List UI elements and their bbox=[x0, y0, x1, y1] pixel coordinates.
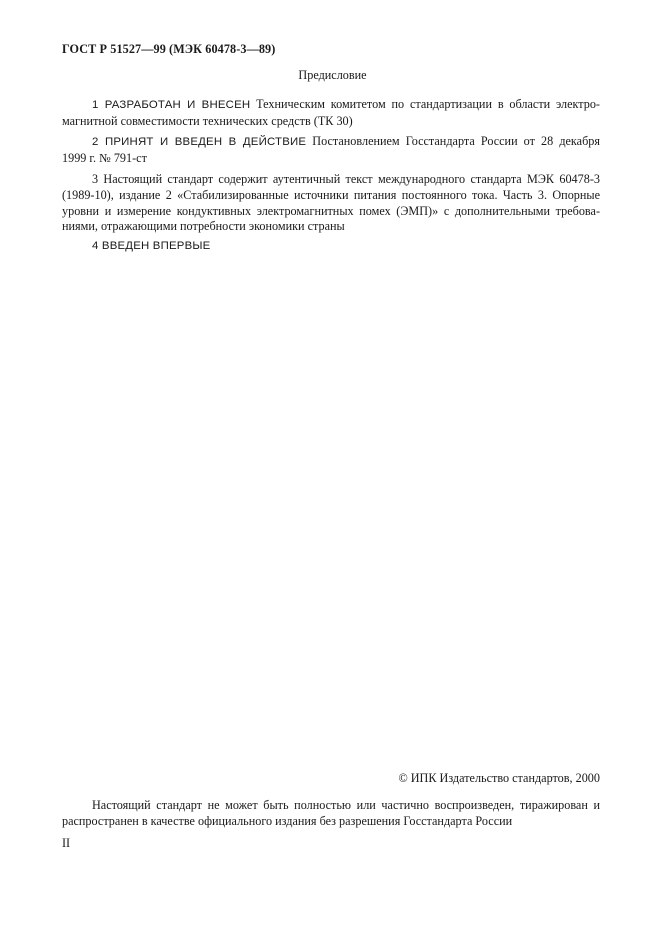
section-title: Предисловие bbox=[298, 68, 367, 82]
paragraph-lead: 3 bbox=[92, 172, 99, 186]
notice-line: Настоящий стандарт не может быть полностью или частично воспроизведен, тиражирован и bbox=[92, 798, 600, 812]
paragraph-line bbox=[62, 134, 600, 151]
paragraph-line: 1999 г. № 791-ст bbox=[62, 150, 147, 165]
paragraph-line: ниями, отражающими потребности экономики страны bbox=[62, 219, 345, 234]
page-number: II bbox=[62, 836, 71, 850]
paragraph-line: уровни и измерение кондуктивных электромагнитных помех (ЭМП)» с дополнительными требова- bbox=[62, 203, 600, 218]
paragraph-lead: 1 РАЗРАБОТАН И ВНЕСЕН bbox=[92, 99, 251, 111]
paragraph-line: магнитной совместимости технических средств (ТК 30) bbox=[62, 113, 353, 128]
paragraph-text: Постановлением Госстандарта России от 28 декабря bbox=[306, 134, 600, 148]
paragraph-4 bbox=[62, 238, 600, 255]
notice-line: распространен в качестве официального издания без разрешения Госстандарта России bbox=[62, 814, 513, 828]
paragraph-line bbox=[62, 238, 600, 255]
paragraph-line: (1989-10), издание 2 «Стабилизированные источники питания постоянного тока. Часть 3. Опорные bbox=[62, 187, 600, 202]
paragraph-2 bbox=[62, 134, 600, 167]
paragraph-line bbox=[62, 172, 600, 188]
copyright-notice: © ИПК Издательство стандартов, 2000 bbox=[398, 771, 600, 785]
paragraph-3 bbox=[62, 172, 600, 235]
paragraph-1 bbox=[62, 97, 600, 130]
paragraph-lead: 2 ПРИНЯТ И ВВЕДЕН В ДЕЙСТВИЕ bbox=[92, 136, 307, 148]
paragraph-text: Техническим комитетом по стандартизации в области электро- bbox=[250, 97, 600, 111]
reproduction-notice bbox=[62, 797, 600, 829]
paragraph-lead: 4 ВВЕДЕН ВПЕРВЫЕ bbox=[92, 240, 211, 252]
standard-designation: ГОСТ Р 51527—99 (МЭК 60478-3—89) bbox=[62, 42, 276, 56]
paragraph-line bbox=[62, 97, 600, 114]
paragraph-text: Настоящий стандарт содержит аутентичный текст международного стандарта МЭК 60478-3 bbox=[98, 172, 600, 186]
